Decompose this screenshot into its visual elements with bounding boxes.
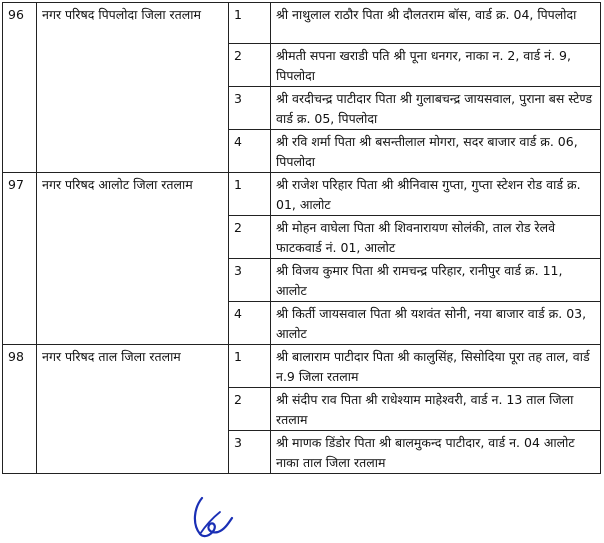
member-detail-cell: श्री नाथुलाल राठौर पिता श्री दौलतराम बॉस, वार्ड क्र. 04, पिपलोदा — [271, 3, 601, 44]
entry-number-cell: 2 — [229, 388, 271, 431]
entry-number-cell: 4 — [229, 302, 271, 345]
municipal-body-cell: नगर परिषद आलोट जिला रतलाम — [37, 173, 229, 345]
nominations-table — [2, 2, 601, 474]
member-detail-cell: श्री राजेश परिहार पिता श्री श्रीनिवास गुप्ता, गुप्ता स्टेशन रोड वार्ड क्र. 01, आलोट — [271, 173, 601, 216]
municipal-body-cell: नगर परिषद पिपलोदा जिला रतलाम — [37, 3, 229, 173]
member-detail-cell: श्री किर्ती जायसवाल पिता श्री यशवंत सोनी, नया बाजार वार्ड क्र. 03, आलोट — [271, 302, 601, 345]
serial-number-cell: 97 — [3, 173, 37, 345]
member-detail-cell: श्री संदीप राव पिता श्री राधेश्याम माहेश्वरी, वार्ड न. 13 ताल जिला रतलाम — [271, 388, 601, 431]
entry-number-cell: 1 — [229, 173, 271, 216]
entry-number-cell: 2 — [229, 44, 271, 87]
member-detail-cell: श्री माणक डिंडोर पिता श्री बालमुकन्द पाटीदार, वार्ड न. 04 आलोट नाका ताल जिला रतलाम — [271, 431, 601, 474]
table-row — [3, 173, 601, 216]
entry-number-cell: 3 — [229, 259, 271, 302]
table-body — [3, 3, 601, 474]
municipal-body-cell: नगर परिषद ताल जिला रतलाम — [37, 345, 229, 474]
member-detail-cell: श्री बालाराम पाटीदार पिता श्री कालुसिंह, सिसोदिया पूरा तह ताल, वार्ड न.9 जिला रतलाम — [271, 345, 601, 388]
entry-number-cell: 1 — [229, 3, 271, 44]
entry-number-cell: 4 — [229, 130, 271, 173]
entry-number-cell: 3 — [229, 87, 271, 130]
member-detail-cell: श्री वरदीचन्द्र पाटीदार पिता श्री गुलाबचन्द्र जायसवाल, पुराना बस स्टेण्ड वार्ड क्र. 05, पिपलोदा — [271, 87, 601, 130]
table-row — [3, 3, 601, 44]
member-detail-cell: श्री रवि शर्मा पिता श्री बसन्तीलाल मोगरा, सदर बाजार वार्ड क्र. 06, पिपलोदा — [271, 130, 601, 173]
member-detail-cell: श्री मोहन वाघेला पिता श्री शिवनारायण सोलंकी, ताल रोड रेलवे फाटकवार्ड नं. 01, आलोट — [271, 216, 601, 259]
serial-number-cell: 96 — [3, 3, 37, 173]
signature-mark — [180, 494, 240, 540]
serial-number-cell: 98 — [3, 345, 37, 474]
entry-number-cell: 2 — [229, 216, 271, 259]
table-row — [3, 345, 601, 388]
entry-number-cell: 1 — [229, 345, 271, 388]
entry-number-cell: 3 — [229, 431, 271, 474]
member-detail-cell: श्री विजय कुमार पिता श्री रामचन्द्र परिहार, रानीपुर वार्ड क्र. 11, आलोट — [271, 259, 601, 302]
member-detail-cell: श्रीमती सपना खराडी पति श्री पूना धनगर, नाका न. 2, वार्ड नं. 9, पिपलोदा — [271, 44, 601, 87]
